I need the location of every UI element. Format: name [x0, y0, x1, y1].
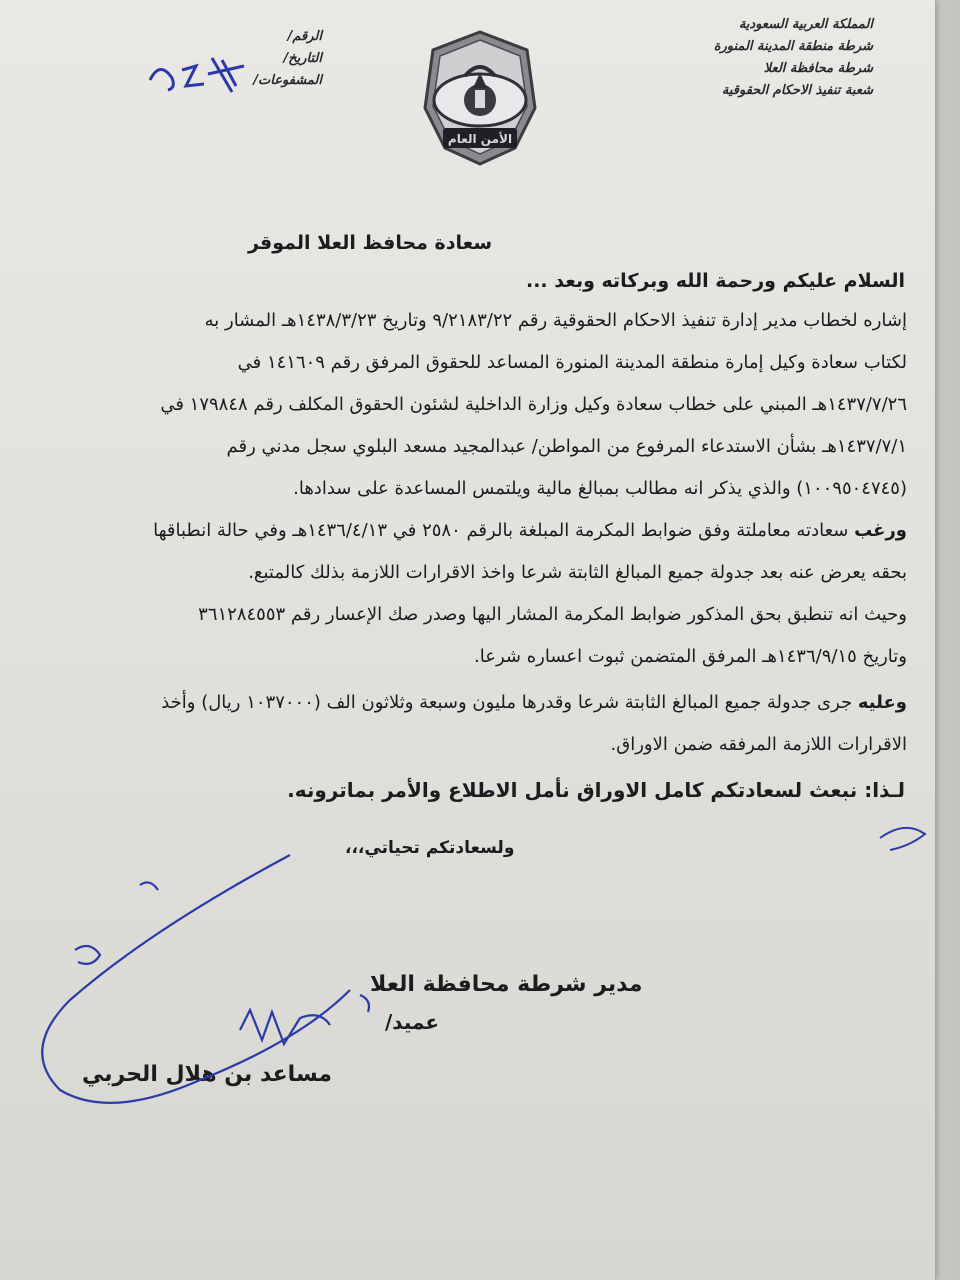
closing-line: لـذا: نبعث لسعادتكم كامل الاوراق نأمل الاطلاع والأمر بماترونه.	[287, 778, 905, 802]
letterhead-division: شعبة تنفيذ الاحكام الحقوقية	[721, 83, 873, 98]
paragraph-1-line: لكتاب سعادة وكيل إمارة منطقة المدينة المنورة المساعد للحقوق المرفق رقم ١٤١٦٠٩ في	[237, 352, 907, 373]
letterhead	[613, 14, 873, 102]
signatory-name: مساعد بن هلال الحربي	[82, 1062, 332, 1087]
paragraph-4	[27, 682, 907, 766]
paragraph-4-line: الاقرارات اللازمة المرفقه ضمن الاوراق.	[610, 734, 907, 755]
paragraph-4-line	[27, 682, 907, 724]
paragraph-3-line: وحيث انه تنطبق بحق المذكور ضوابط المكرمة المشار اليها وصدر صك الإعسار رقم ٣٦١٢٨٤٥٥٣	[198, 604, 907, 625]
signatory-rank: عميد/	[385, 1010, 440, 1034]
paragraph-2-lead: ورغب	[854, 520, 907, 541]
paragraph-3-line: وتاريخ ١٤٣٦/٩/١٥هـ المرفق المتضمن ثبوت اعساره شرعا.	[474, 646, 907, 667]
letterhead-governorate-police: شرطة محافظة العلا	[763, 61, 873, 76]
number-label: الرقم/	[287, 29, 322, 44]
signatory-title: مدير شرطة محافظة العلا	[370, 972, 643, 997]
paragraph-1-line: ١٤٣٧/٧/٢٦هـ المبني على خطاب سعادة وكيل وزارة الداخلية لشئون الحقوق المكلف رقم ١٧٩٨٤٨ في	[160, 394, 907, 415]
paragraph-2-line: بحقه يعرض عنه بعد جدولة جميع المبالغ الثابتة شرعا واخذ الاقرارات اللازمة بذلك كالمتبع.	[248, 562, 907, 583]
paragraph-1-line: إشاره لخطاب مدير إدارة تنفيذ الاحكام الحقوقية رقم ٩/٢١٨٣/٢٢ وتاريخ ١٤٣٨/٣/٢٣هـ المشار به	[204, 310, 907, 331]
emblem-caption: الأمن العام	[447, 132, 513, 146]
paragraph-2	[27, 510, 907, 594]
date-label: التاريخ/	[283, 51, 322, 66]
greeting-line: ولسعادتكم تحياتي،،،	[345, 838, 515, 858]
paragraph-1	[27, 300, 907, 510]
paragraph-2-text: سعادته معاملتة وفق ضوابط المكرمة المبلغة بالرقم ٢٥٨٠ في ١٤٣٦/٤/١٣هـ وفي حالة انطباقها	[153, 520, 849, 541]
addressee-line: سعادة محافظ العلا الموقر	[247, 232, 493, 254]
paragraph-1-line: (١٠٠٩٥٠٤٧٤٥) والذي يذكر انه مطالب بمبالغ مالية ويلتمس المساعدة على سدادها.	[293, 478, 907, 499]
reference-fields	[222, 26, 322, 92]
paragraph-1-line: ١٤٣٧/٧/١هـ بشأن الاستدعاء المرفوع من المواطن/ عبدالمجيد مسعد البلوي سجل مدني رقم	[226, 436, 907, 457]
letterhead-region-police: شرطة منطقة المدينة المنورة	[713, 39, 873, 54]
paragraph-2-line	[27, 510, 907, 552]
paragraph-4-lead: وعليه	[857, 692, 907, 713]
public-security-emblem	[415, 28, 545, 168]
paragraph-4-text: جرى جدولة جميع المبالغ الثابتة شرعا وقدرها مليون وسبعة وثلاثون الف (١٠٣٧٠٠٠ ريال) وأخذ	[161, 692, 853, 713]
salutation-line: السلام عليكم ورحمة الله وبركاته وبعد ...	[526, 270, 905, 292]
letterhead-kingdom: المملكة العربية السعودية	[738, 17, 873, 32]
attachments-label: المشفوعات/	[253, 73, 322, 88]
paragraph-3	[27, 594, 907, 678]
